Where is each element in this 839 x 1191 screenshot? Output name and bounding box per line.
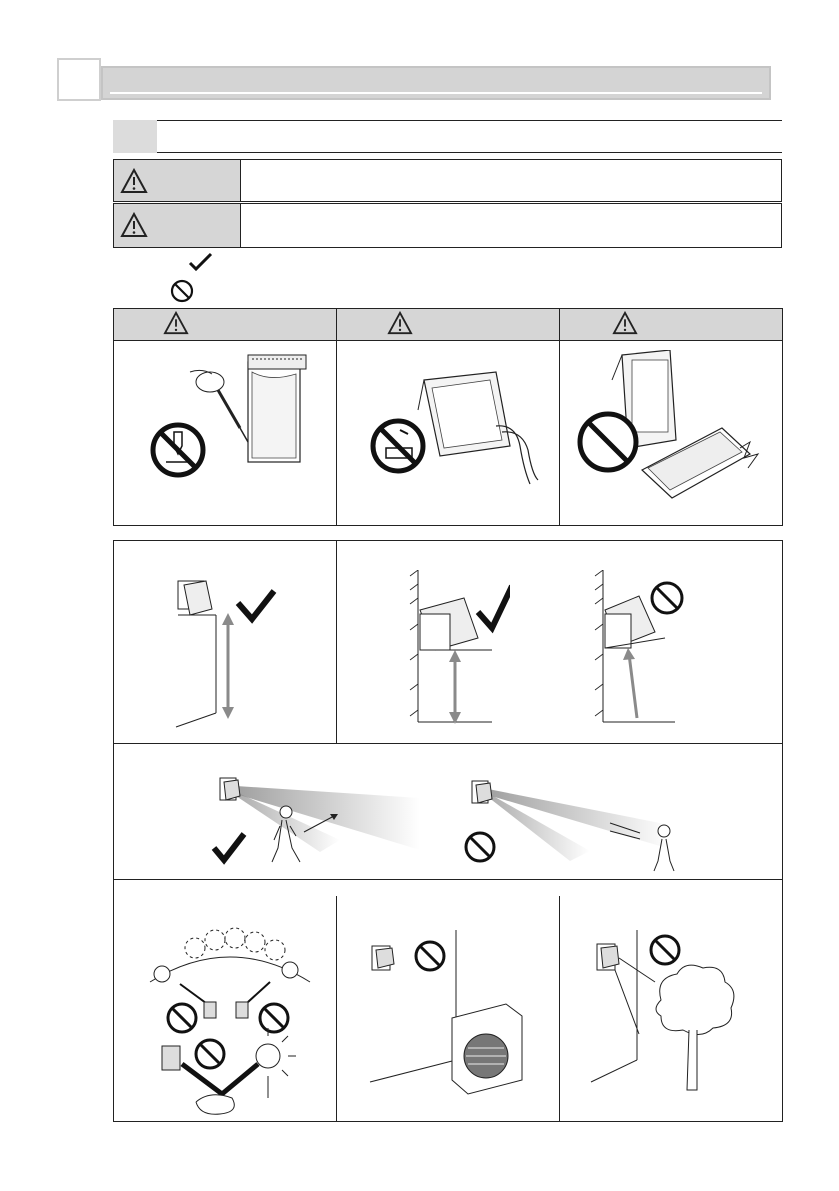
avoid-sunlight-illustration <box>140 922 320 1117</box>
wall-mount-tilted-illustration <box>585 570 695 730</box>
divider <box>113 879 783 880</box>
do-not-disassemble-illustration <box>140 350 320 490</box>
prohibited-icon <box>170 279 194 303</box>
legend-caution-cell <box>114 204 241 247</box>
warning-triangle-icon <box>163 311 189 335</box>
subsection-rule-top <box>157 120 782 121</box>
wall-mount-correct-illustration <box>400 570 510 730</box>
divider <box>113 743 783 744</box>
warning-triangle-icon <box>612 311 638 335</box>
section-header-bar <box>101 66 771 100</box>
warning-triangle-icon <box>120 168 148 194</box>
divider <box>336 308 337 526</box>
section-header-underline <box>110 92 762 94</box>
prohibition-panel-header <box>114 309 782 341</box>
legend-row-caution <box>113 203 782 248</box>
legend-row-warning <box>113 159 782 202</box>
legend-warning-cell <box>114 160 241 201</box>
airflow-prohibited-illustration <box>460 775 700 875</box>
subsection-number-box <box>113 120 157 153</box>
do-not-wash-illustration <box>362 350 542 490</box>
warning-triangle-icon <box>387 311 413 335</box>
warning-triangle-icon <box>120 212 148 238</box>
section-number-box <box>57 58 101 101</box>
divider <box>559 308 560 526</box>
subsection-rule-bottom <box>157 152 782 153</box>
airflow-correct-illustration <box>200 770 440 875</box>
do-not-drop-illustration <box>572 350 772 500</box>
divider <box>559 896 560 1122</box>
divider <box>336 896 337 1122</box>
divider <box>336 540 337 743</box>
install-height-illustration <box>170 575 310 735</box>
avoid-obstruction-illustration <box>585 930 765 1095</box>
check-mark-icon <box>188 252 214 272</box>
avoid-outdoor-unit-illustration <box>368 930 538 1095</box>
